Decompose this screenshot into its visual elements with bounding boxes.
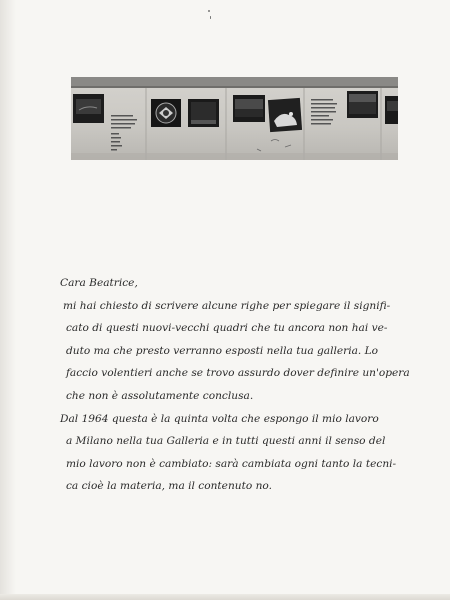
wall-text-1	[111, 115, 137, 151]
letter-line: duto ma che presto verranno esposti nella tua galleria. Lo	[66, 344, 379, 357]
painting-1	[73, 94, 104, 123]
letter-line: ca cioè la materia, ma il contenuto no.	[66, 480, 272, 493]
print-speck	[210, 16, 211, 19]
page-bottom-edge	[0, 594, 450, 600]
letter-line: Dal 1964 questa è la quinta volta che espongo il mio lavoro	[60, 412, 379, 425]
exhibition-wall-photo	[71, 77, 398, 160]
wall-text-2	[311, 99, 337, 125]
letter-line: a Milano nella tua Galleria e in tutti questi anni il senso del	[66, 435, 386, 448]
painting-7	[385, 96, 398, 124]
painting-2	[151, 99, 181, 127]
painting-5	[268, 98, 302, 132]
painting-6	[347, 91, 378, 118]
letter-salutation: Cara Beatrice,	[60, 277, 138, 289]
painting-3	[188, 99, 219, 127]
page-left-shadow	[0, 0, 16, 600]
letter-body	[60, 272, 410, 498]
letter-line: cato di questi nuovi-vecchi quadri che tu ancora non hai ve-	[66, 322, 388, 335]
letter-line: che non è assolutamente conclusa.	[66, 389, 254, 402]
print-speck	[208, 10, 210, 12]
wall-marks	[257, 140, 291, 152]
letter-line: faccio volentieri anche se trovo assurdo dover definire un'opera	[66, 367, 410, 380]
letter-line: mio lavoro non è cambiato: sarà cambiata ogni tanto la tecni-	[66, 457, 397, 470]
letter-line: mi hai chiesto di scrivere alcune righe per spiegare il signifi-	[63, 299, 391, 312]
painting-4	[233, 95, 265, 122]
